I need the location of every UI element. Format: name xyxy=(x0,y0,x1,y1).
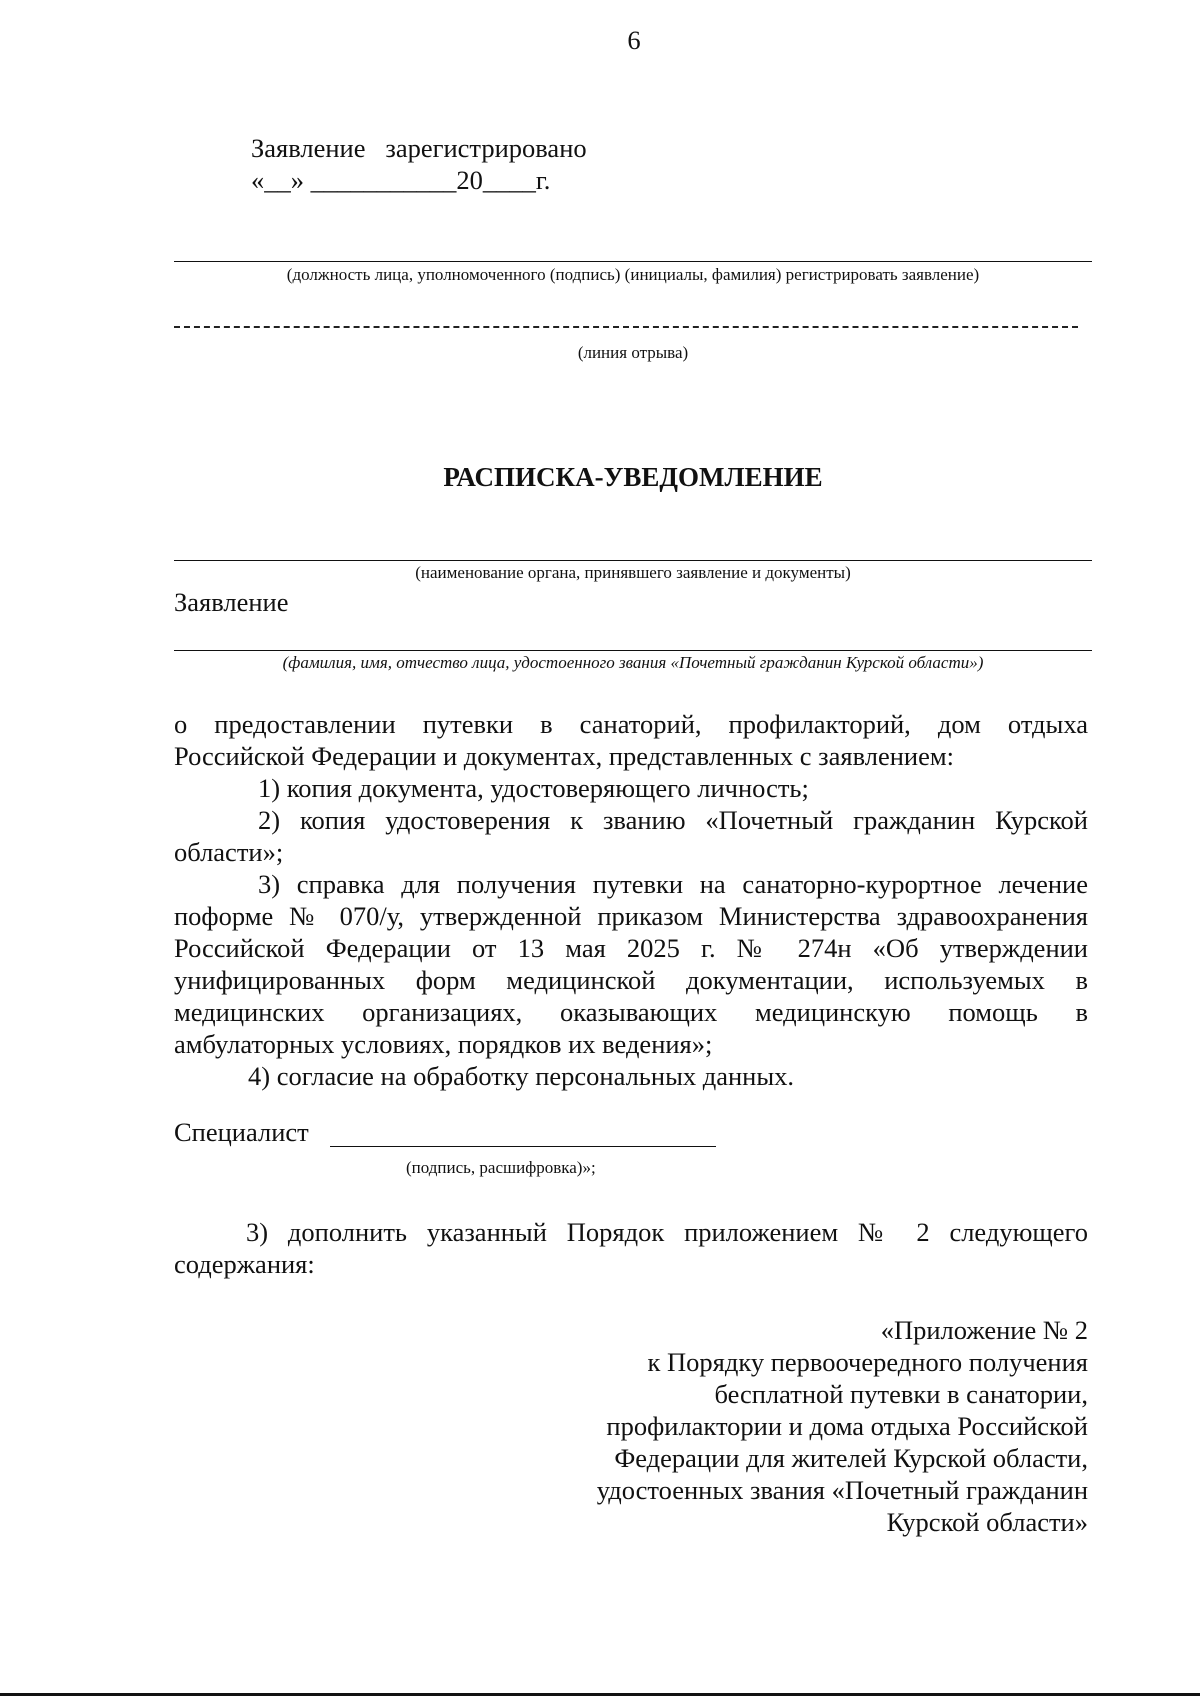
paragraph-line: унифицированных форм медицинской документации, используемых в xyxy=(174,965,1088,995)
paragraph-line: амбулаторных условиях, порядков их ведения»; xyxy=(174,1029,713,1059)
organ-name-line xyxy=(174,560,1092,561)
paragraph-line: о предоставлении путевки в санаторий, профилакторий, дом отдыха xyxy=(174,709,1088,739)
registration-line-1: Заявление зарегистрировано xyxy=(251,133,587,163)
amendment-line: содержания: xyxy=(174,1249,315,1279)
organ-caption: (наименование органа, принявшего заявление и документы) xyxy=(415,563,851,582)
tear-line xyxy=(174,326,1078,328)
person-caption: (фамилия, имя, отчество лица, удостоенного звания «Почетный гражданин Курской области») xyxy=(282,653,984,672)
specialist-label: Специалист xyxy=(174,1117,309,1147)
paragraph-line: медицинских организациях, оказывающих медицинскую помощь в xyxy=(174,997,1088,1027)
appendix-heading-line: Федерации для жителей Курской области, xyxy=(614,1443,1088,1473)
registrar-signature-line xyxy=(174,261,1092,262)
appendix-heading-line: бесплатной путевки в санатории, xyxy=(714,1379,1088,1409)
specialist-signature-line xyxy=(330,1146,716,1147)
paragraph-line: Российской Федерации и документах, представленных с заявлением: xyxy=(174,741,954,771)
list-item-4: 4) согласие на обработку персональных данных. xyxy=(248,1061,795,1091)
list-item-2: 2) копия удостоверения к званию «Почетный гражданин Курской xyxy=(258,805,1088,835)
person-name-line xyxy=(174,650,1092,651)
list-item-1: 1) копия документа, удостоверяющего личность; xyxy=(258,773,809,803)
scan-bottom-edge xyxy=(0,1693,1200,1696)
registration-line-2: «__» ___________20____г. xyxy=(251,165,551,195)
list-item-3: 3) справка для получения путевки на санаторно-курортное лечение xyxy=(258,869,1088,899)
paragraph-line: области»; xyxy=(174,837,284,867)
appendix-heading-line: «Приложение № 2 xyxy=(880,1315,1088,1345)
amendment-line: 3) дополнить указанный Порядок приложением № 2 следующего xyxy=(246,1217,1088,1247)
paragraph-line: Российской Федерации от 13 мая 2025 г. № 274н «Об утверждении xyxy=(174,933,1088,963)
appendix-heading-line: к Порядку первоочередного получения xyxy=(647,1347,1088,1377)
appendix-heading-line: Курской области» xyxy=(886,1507,1088,1537)
registrar-caption: (должность лица, уполномоченного (подпись) (инициалы, фамилия) регистрировать заявление) xyxy=(286,265,980,284)
signature-caption: (подпись, расшифровка)»; xyxy=(406,1158,596,1177)
appendix-heading-line: профилактории и дома отдыха Российской xyxy=(606,1411,1088,1441)
paragraph-line: поформе № 070/у, утвержденной приказом Министерства здравоохранения xyxy=(174,901,1088,931)
page-number: 6 xyxy=(627,25,641,55)
document-title: РАСПИСКА-УВЕДОМЛЕНИЕ xyxy=(443,462,823,492)
appendix-heading-line: удостоенных звания «Почетный гражданин xyxy=(596,1475,1088,1505)
tear-line-caption: (линия отрыва) xyxy=(577,343,689,362)
application-label: Заявление xyxy=(174,587,289,617)
